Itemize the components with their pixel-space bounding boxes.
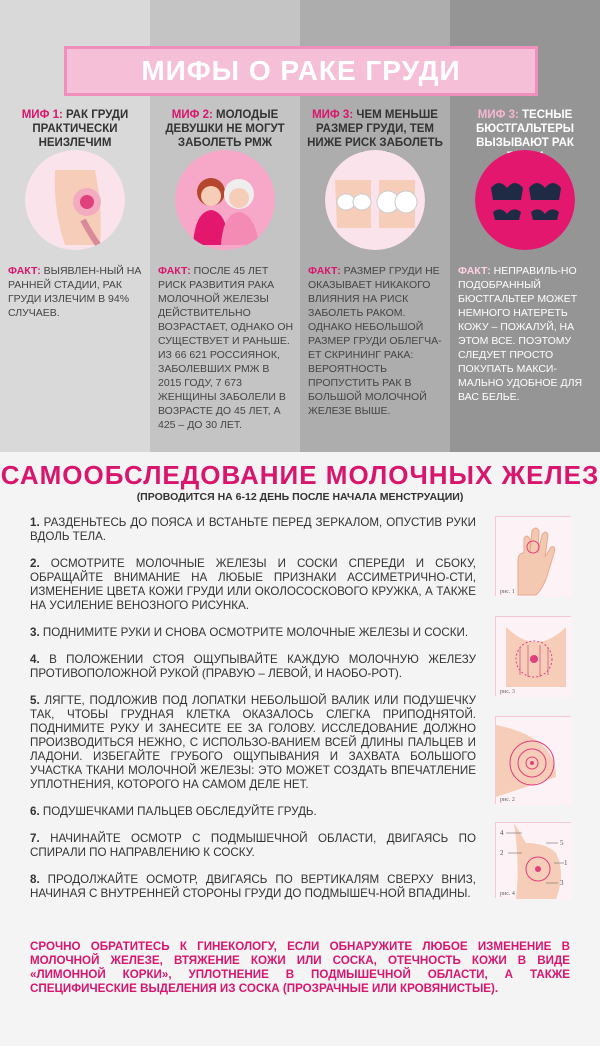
step-text: ОСМОТРИТЕ МОЛОЧНЫЕ ЖЕЛЕЗЫ И СОСКИ СПЕРЕДИ И СБОКУ, ОБРАЩАЙТЕ ВНИМАНИЕ НА ЛЮБЫЕ ПРИЗНАКИ АССИМЕТРИЧНО-СТИ, ИЗМЕНЕНИЕ ЦВЕТА КОЖИ ГРУДИ ИЛИ ОКОЛОСОСКОВОГО КРУЖКА, А ТАКЖЕ НА УСИЛЕНИЕ ВЕНОЗНОГО РИСУНКА. <box>30 557 476 612</box>
page-title-banner <box>64 46 538 96</box>
step-2 <box>30 557 476 613</box>
myth-4-text: ТЕСНЫЕ БЮСТГАЛЬТЕРЫ ВЫЗЫВАЮТ РАК <box>475 109 575 149</box>
fact-4-label: ФАКТ: <box>458 265 491 277</box>
figure-4-mark-1: 4 <box>500 829 504 837</box>
figure-4 <box>495 822 571 898</box>
step-text: ЛЯГТЕ, ПОДЛОЖИВ ПОД ЛОПАТКИ НЕБОЛЬШОЙ ВАЛИК ИЛИ ПОДУШЕЧКУ ТАК, ЧТОБЫ ГРУДНАЯ КЛЕТКА ОКАЗАЛОСЬ СЛЕГКА ПРИПОДНЯТОЙ. ПОДНИМИТЕ РУКУ И ЗАНЕСИТЕ ЕЕ ЗА ГОЛОВУ. ИССЛЕДОВАНИЕ ДОЛЖНО ПРОИЗВОДИТЬСЯ НЕЖНО, С ИСПОЛЬЗО-ВАНИЕМ ВСЕЙ ДЛИНЫ ПАЛЬЦЕВ И ЛАДОНИ. ИЗБЕГАЙТЕ ГРУБОГО ОЩУПЫВАНИЯ И ЗАХВАТА БОЛЬШОГО УЧАСТКА ТКАНИ МОЛОЧНОЙ ЖЕЛЕЗЫ: ЭТО МОЖЕТ СОЗДАТЬ ВПЕЧАТЛЕНИЕ УПЛОТНЕНИЯ, КОТОРОГО НА САМОМ ДЕЛЕ НЕТ. <box>30 694 476 791</box>
fact-2 <box>158 264 294 432</box>
spiral-exam-icon <box>496 717 572 805</box>
page-title: МИФЫ О РАКЕ ГРУДИ <box>141 55 461 86</box>
fact-1 <box>8 264 144 320</box>
step-6 <box>30 805 476 819</box>
breast-palpation-icon <box>496 617 572 697</box>
axilla-exam-icon <box>496 823 572 899</box>
fact-4 <box>458 264 594 404</box>
fact-4-text: НЕПРАВИЛЬ-НО ПОДОБРАННЫЙ БЮСТГАЛЬТЕР МОЖЕТ НЕМНОГО НАТЕРЕТЬ КОЖУ – ПОЖАЛУЙ, НА ЭТОМ ВСЕ. ПОЭТОМУ СЛЕДУЕТ ПРОСТО ПОКУПАТЬ МАКСИ-МАЛЬНО УДОБНОЕ ДЛЯ ВАС БЕЛЬЕ. <box>458 265 583 403</box>
step-number: 8. <box>30 873 40 886</box>
step-text: ПОДУШЕЧКАМИ ПАЛЬЦЕВ ОБСЛЕДУЙТЕ ГРУДЬ. <box>42 805 317 818</box>
myth-2-heading <box>156 108 294 150</box>
step-number: 3. <box>30 626 40 639</box>
fact-2-text: ПОСЛЕ 45 ЛЕТ РИСК РАЗВИТИЯ РАКА МОЛОЧНОЙ ЖЕЛЕЗЫ ДЕЙСТВИТЕЛЬНО ВОЗРАСТАЕТ, ОДНАКО ОН СУЩЕСТВУЕТ И РАНЬШЕ. ИЗ 66 621 РОССИЯНОК, ЗАБОЛЕВШИХ РМЖ В 2015 ГОДУ, 7 673 ЖЕНЩИНЫ ЗАБОЛЕЛИ В ВОЗРАСТЕ ДО 45 ЛЕТ, А 425 – ДО 30 ЛЕТ. <box>158 265 294 431</box>
step-number: 6. <box>30 805 40 818</box>
myth-1-heading <box>6 108 144 150</box>
fact-1-text: ВЫЯВЛЕН-НЫЙ НА РАННЕЙ СТАДИИ, РАК ГРУДИ ИЗЛЕЧИМ В 94% СЛУЧАЕВ. <box>8 265 142 319</box>
figure-4-mark-4: 1 <box>564 859 568 867</box>
figure-4-caption: рис. 4 <box>500 891 515 897</box>
step-number: 5. <box>30 694 40 707</box>
breast-pain-illustration <box>25 150 125 250</box>
bras-illustration <box>475 150 575 250</box>
figure-2 <box>495 716 571 804</box>
myth-3-label: МИФ 3: <box>312 109 354 121</box>
figure-1-caption: рис. 1 <box>500 589 515 595</box>
step-4 <box>30 653 476 681</box>
step-1 <box>30 516 476 544</box>
fact-2-label: ФАКТ: <box>158 265 191 277</box>
myth-2-label: МИФ 2: <box>171 109 213 121</box>
step-number: 7. <box>30 832 40 845</box>
figure-4-mark-5: 3 <box>560 879 564 887</box>
figure-3-caption: рис. 3 <box>500 689 515 695</box>
step-number: 1. <box>30 516 40 529</box>
myth-4-label: МИФ 3: <box>477 109 519 121</box>
self-exam-steps <box>30 516 476 914</box>
self-exam-subtitle: (ПРОВОДИТСЯ НА 6-12 ДЕНЬ ПОСЛЕ НАЧАЛА МЕНСТРУАЦИИ) <box>136 491 464 503</box>
step-number: 2. <box>30 557 40 570</box>
step-8 <box>30 873 476 901</box>
step-text: НАЧИНАЙТЕ ОСМОТР С ПОДМЫШЕЧНОЙ ОБЛАСТИ, ДВИГАЯСЬ ПО СПИРАЛИ ПО НАПРАВЛЕНИЮ К СОСКУ. <box>30 832 476 859</box>
myth-3-text: ЧЕМ МЕНЬШЕ РАЗМЕР ГРУДИ, ТЕМ НИЖЕ РИСК ЗАБОЛЕТЬ <box>307 109 443 149</box>
fact-1-label: ФАКТ: <box>8 265 41 277</box>
step-text: В ПОЛОЖЕНИИ СТОЯ ОЩУПЫВАЙТЕ КАЖДУЮ МОЛОЧНУЮ ЖЕЛЕЗУ ПРОТИВОПОЛОЖНОЙ РУКОЙ (ПРАВУЮ – ЛЕВОЙ, И НАОБО-РОТ). <box>30 653 476 680</box>
figure-3 <box>495 616 571 696</box>
hand-icon <box>496 517 572 597</box>
step-text: ПРОДОЛЖАЙТЕ ОСМОТР, ДВИГАЯСЬ ПО ВЕРТИКАЛЯМ СВЕРХУ ВНИЗ, НАЧИНАЯ С ВНУТРЕННЕЙ СТОРОНЫ ГРУДИ ДО ПОДМЫШЕЧ-НОЙ ВПАДИНЫ. <box>30 873 476 900</box>
step-5 <box>30 694 476 792</box>
step-text: РАЗДЕНЬТЕСЬ ДО ПОЯСА И ВСТАНЬТЕ ПЕРЕД ЗЕРКАЛОМ, ОПУСТИВ РУКИ ВДОЛЬ ТЕЛА. <box>30 516 476 543</box>
myth-1-text: РАК ГРУДИ ПРАКТИЧЕСКИ НЕИЗЛЕЧИМ <box>32 109 129 149</box>
figure-1 <box>495 516 571 596</box>
step-text: ПОДНИМИТЕ РУКИ И СНОВА ОСМОТРИТЕ МОЛОЧНЫЕ ЖЕЛЕЗЫ И СОСКИ. <box>42 626 469 639</box>
myth-2-text: МОЛОДЫЕ ДЕВУШКИ НЕ МОГУТ ЗАБОЛЕТЬ РМЖ <box>165 109 285 149</box>
bra-sizes-illustration <box>325 150 425 250</box>
step-number: 4. <box>30 653 40 666</box>
fact-3-text: РАЗМЕР ГРУДИ НЕ ОКАЗЫВАЕТ НИКАКОГО ВЛИЯНИЯ НА РИСК ЗАБОЛЕТЬ РАКОМ. ОДНАКО НЕБОЛЬШОЙ РАЗМЕР ГРУДИ ОБЛЕГЧА-ЕТ СКРИНИНГ РАКА: ВЕРОЯТНОСТЬ ПРОПУСТИТЬ РАК В БОЛЬШОЙ МОЛОЧНОЙ ЖЕЛЕЗЕ ВЫШЕ. <box>308 265 442 417</box>
myth-1-label: МИФ 1: <box>21 109 63 121</box>
women-illustration <box>175 150 275 250</box>
myths-section <box>0 0 600 452</box>
warning-text: СРОЧНО ОБРАТИТЕСЬ К ГИНЕКОЛОГУ, ЕСЛИ ОБНАРУЖИТЕ ЛЮБОЕ ИЗМЕНЕНИЕ В МОЛОЧНОЙ ЖЕЛЕЗЕ, ВТЯЖЕНИЕ КОЖИ ИЛИ СОСКА, ОТЕЧНОСТЬ КОЖИ В ВИДЕ «ЛИМОННОЙ КОРКИ», УПЛОТНЕНИЕ В ПОДМЫШЕЧНОЙ ОБЛАСТИ, А ТАКЖЕ СПЕЦИФИЧЕСКИЕ ВЫДЕЛЕНИЯ ИЗ СОСКА (ПРОЗРАЧНЫЕ ИЛИ КРОВЯНИСТЫЕ). <box>30 940 570 995</box>
step-7 <box>30 832 476 860</box>
fact-3-label: ФАКТ: <box>308 265 341 277</box>
figure-4-mark-3: 5 <box>560 839 564 847</box>
step-3 <box>30 626 476 640</box>
figure-4-mark-2: 2 <box>500 849 504 857</box>
figure-2-caption: рис. 2 <box>500 797 515 803</box>
fact-3 <box>308 264 444 418</box>
self-exam-title: САМООБСЛЕДОВАНИЕ МОЛОЧНЫХ ЖЕЛЕЗ <box>0 460 600 490</box>
